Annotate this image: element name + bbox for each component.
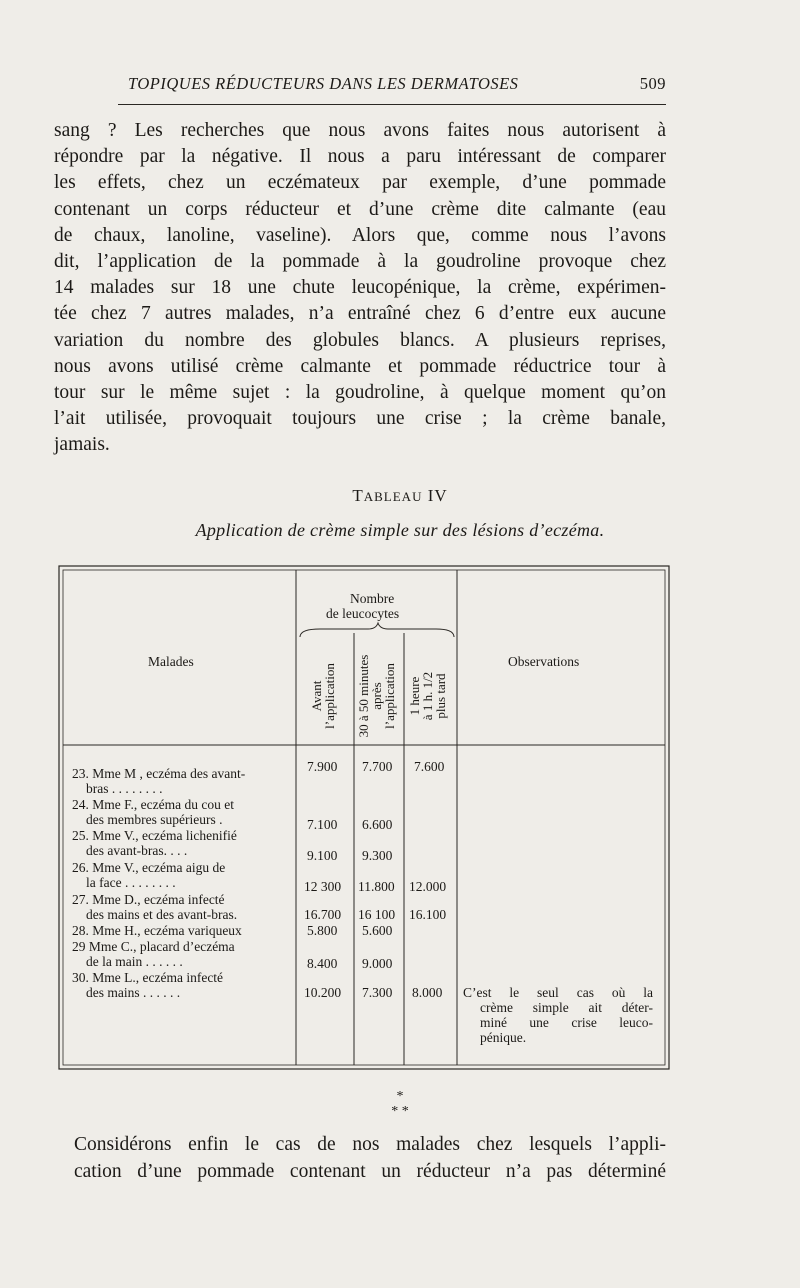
row-malade: bras . . . . . . . . [86,781,163,796]
body-line: Considérons enfin le cas de nos malades chez lesquels l’appli- [74,1134,666,1155]
row-apres: 11.800 [358,879,395,894]
leucocyte-table: Malades Nombre de leucocytes Avant l’application 30 à 50 minutes après l’application 1 heure à 1 h. 1/2 plus tard Observations 23. Mme M , eczéma des avant- bras . . . . . . . . 7.900 7.700 7.600 24. Mme F., eczéma du cou et des membres supérieurs . 7.100 6.600 25. Mme V., eczéma lichenifié des avant-bras. . . . 9.100 9.300 26. Mme V., eczéma aigu de la face . . . . . . . . 12 300 11.800 12.000 27. Mme D., eczéma infecté des mains et des avant-bras. 16.700 16 100 16.100 28. Mme H., eczéma variqueux 5.800 5.600 29 Mme C., placard d’eczéma de la main . . . . . . 8.400 9.000 30. Mme L., eczéma infecté des mains . . . . . . 10.200 7.300 8.000 C’est le seul cas où la crème simple ait déter- miné une crise leuco- pénique. [58,565,670,1070]
table-label-initial: T [352,486,364,505]
body-line: jamais. [54,434,110,456]
row-malade: des mains et des avant-bras. [86,907,238,922]
body-line: sang ? Les recherches que nous avons faites nous autorisent à [54,120,666,141]
col-header-malades: Malades [148,654,194,669]
header-rule [118,104,666,105]
row-malade: 27. Mme D., eczéma infecté [72,892,225,907]
row-tard: 8.000 [412,985,443,1000]
row-avant: 16.700 [304,907,342,922]
row-avant: 12 300 [304,879,342,894]
running-title: TOPIQUES RÉDUCTEURS DANS LES DERMATOSES [128,74,519,93]
row-avant: 7.900 [307,759,338,774]
row-apres: 7.700 [362,759,393,774]
body-line: tée chez 7 autres malades, n’a entraîné chez 6 d’entre eux aucune [54,303,666,325]
group-header-line1: Nombre [350,591,395,606]
body-line: nous avons utilisé crème calmante et pommade réductrice tour à [54,355,666,377]
page-number: 509 [639,74,666,93]
row-tard: 16.100 [409,907,447,922]
row-tard: 7.600 [414,759,445,774]
body-line: 14 malades sur 18 une chute leucopénique, la crème, expérimen- [54,277,666,299]
row-malade: 28. Mme H., eczéma variqueux [72,923,242,938]
closing-paragraph [74,1132,666,1185]
col-header-avant: Avant l’application [309,663,337,729]
row-malade: la face . . . . . . . . [86,875,176,890]
group-brace [300,623,454,637]
row-malade: 25. Mme V., eczéma lichenifié [72,828,237,843]
body-line: l’ait utilisée, provoquait toujours une crise ; la crème banale, [54,408,666,430]
row-avant: 9.100 [307,848,338,863]
table-label-rest: ABLEAU [363,489,423,504]
row-malade: 29 Mme C., placard d’eczéma [72,939,235,954]
row-avant: 5.800 [307,923,338,938]
body-line: variation du nombre des globules blancs. A plusieurs reprises, [54,329,666,351]
row-avant: 7.100 [307,817,338,832]
body-paragraph [54,118,666,459]
col-header-observations: Observations [508,654,580,669]
group-header-line2: de leucocytes [326,606,400,621]
table-number: IV [427,486,448,505]
body-line: répondre par la négative. Il nous a paru intéressant de comparer [54,146,666,168]
body-line: tour sur le même sujet : la goudroline, à quelque moment qu’on [54,382,666,404]
row-malade: des mains . . . . . . [86,985,181,1000]
row-apres: 7.300 [362,985,393,1000]
row-apres: 5.600 [362,923,393,938]
row-malade: 26. Mme V., eczéma aigu de [72,860,226,875]
col-header-tard: 1 heure à 1 h. 1/2 plus tard [407,671,448,721]
row-apres: 6.600 [362,817,393,832]
row-malade: 24. Mme F., eczéma du cou et [72,797,234,812]
body-line: contenant un corps réducteur et d’une crème dite calmante (eau [54,198,666,220]
table-subtitle: Application de crème simple sur des lésions d’eczéma. [195,520,605,540]
body-line: les effets, chez un eczémateux par exemple, d’une pommade [54,172,666,194]
row-malade: 23. Mme M , eczéma des avant- [72,766,246,781]
row-apres: 9.300 [362,848,393,863]
row-apres: 9.000 [362,956,393,971]
table-label [0,486,800,506]
row-malade: des avant-bras. . . . [86,843,188,858]
section-star-bottom: * * [391,1104,409,1119]
row-avant: 10.200 [304,985,342,1000]
row-tard: 12.000 [409,879,447,894]
body-line: cation d’une pommade contenant un réducteur n’a pas déterminé [74,1160,666,1182]
body-line: dit, l’application de la pommade à la goudroline provoque chez [54,251,666,273]
row-malade: des membres supérieurs . [86,812,223,827]
row-avant: 8.400 [307,956,338,971]
col-header-apres: 30 à 50 minutes après l’application [356,654,397,738]
row-apres: 16 100 [358,907,396,922]
row-malade: de la main . . . . . . [86,954,183,969]
body-line: de chaux, lanoline, vaseline). Alors que, comme nous l’avons [54,224,666,246]
row-malade: 30. Mme L., eczéma infecté [72,970,224,985]
section-star-top: * [396,1089,404,1104]
